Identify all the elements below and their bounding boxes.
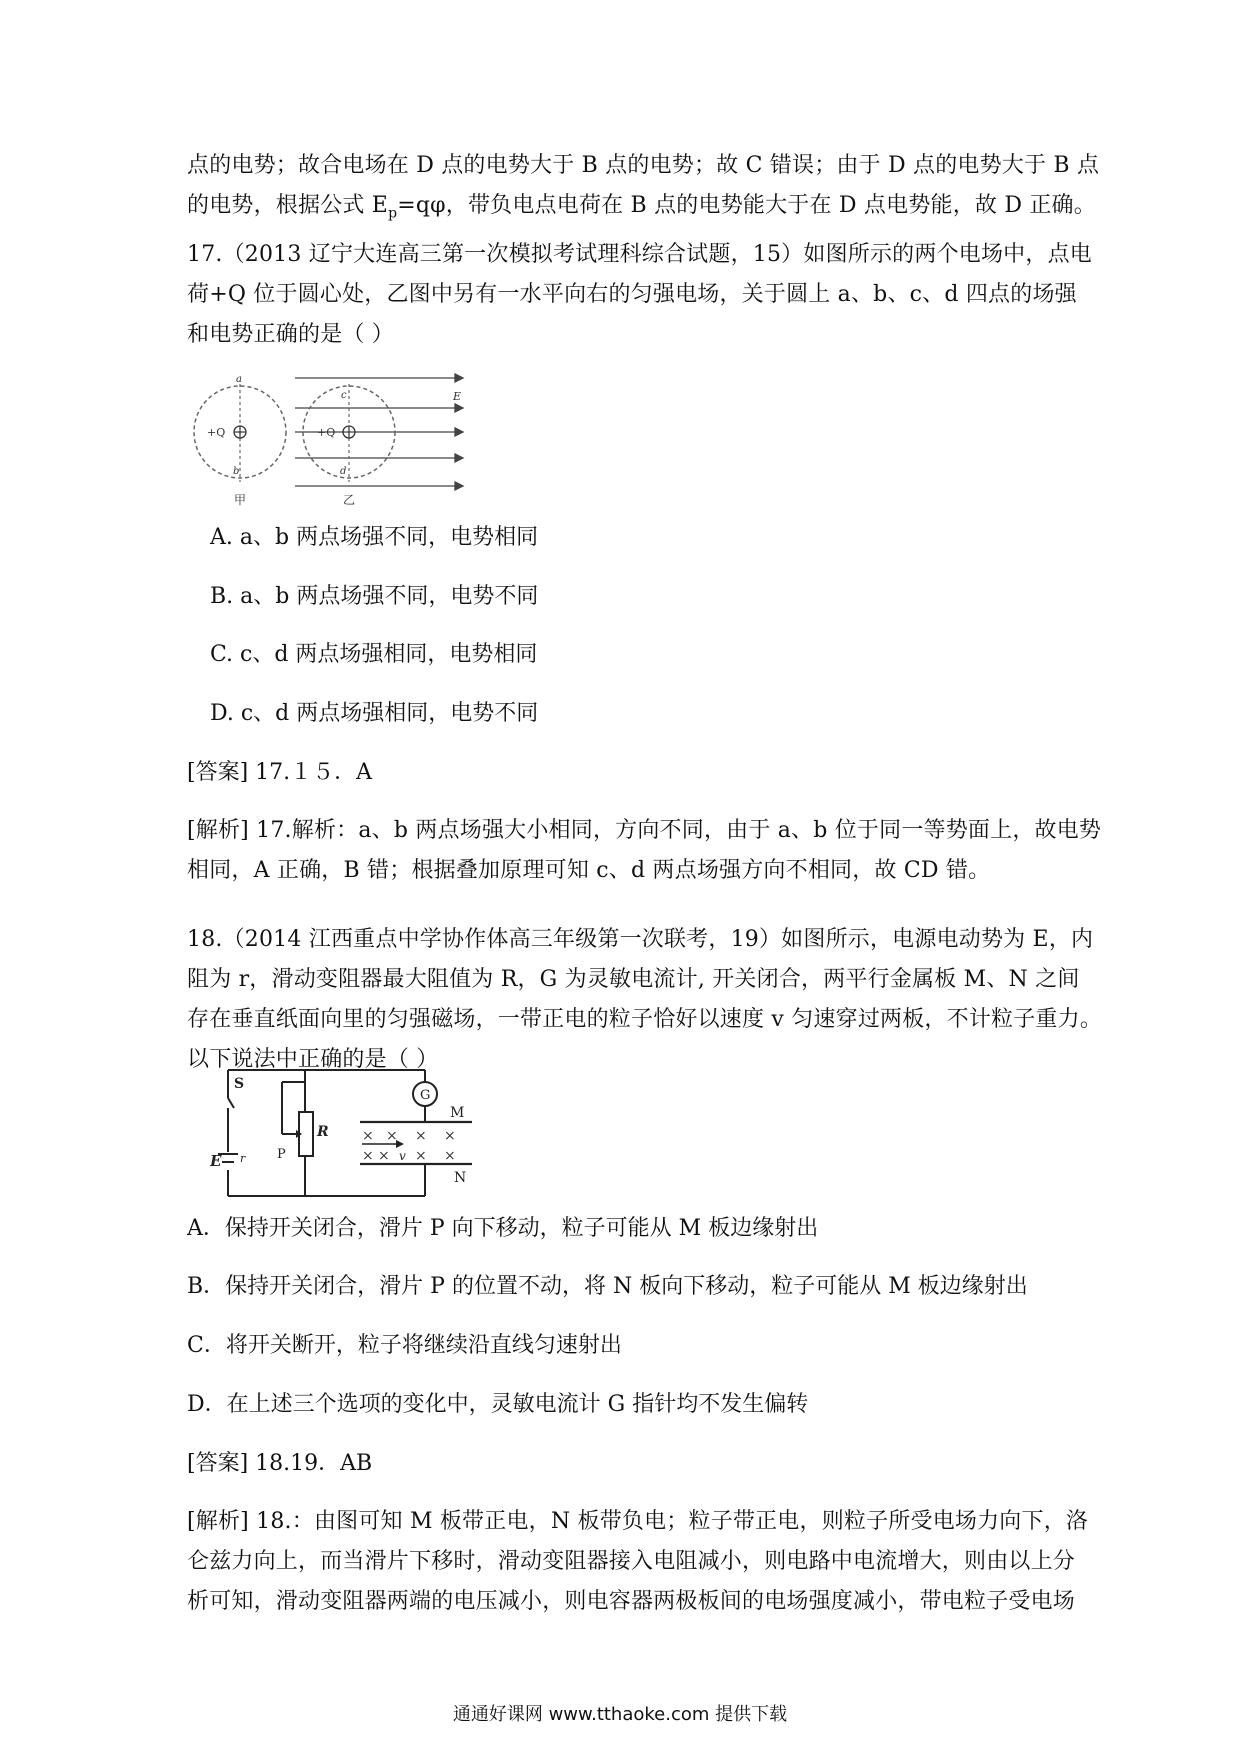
label-jia: 甲 bbox=[234, 493, 247, 507]
svg-text:×: × bbox=[378, 1148, 390, 1164]
text-fragment: =qφ，带负电点电荷在 B 点的电势能大于在 D 点电势能，故 D 正确。 bbox=[397, 193, 1096, 218]
q18-option-b: B．保持开关闭合，滑片 P 的位置不动，将 N 板向下移动，粒子可能从 M 板边缘射出 bbox=[187, 1274, 1028, 1299]
q18-option-d: D．在上述三个选项的变化中，灵敏电流计 G 指针均不发生偏转 bbox=[187, 1392, 809, 1417]
label-v: v bbox=[399, 1149, 406, 1163]
label-P: P bbox=[277, 1147, 286, 1162]
label-a: a bbox=[236, 374, 242, 385]
text-line: 仑兹力向上，而当滑片下移时，滑动变阻器接入电阻减小，则电路中电流增大，则由以上分 bbox=[187, 1549, 1076, 1574]
q18-answer: [答案] 18.19．AB bbox=[187, 1451, 373, 1476]
text-line: 18.（2014 江西重点中学协作体高三年级第一次联考，19）如图所示，电源电动势为 E，内 bbox=[187, 927, 1094, 952]
text-line: 阻为 r，滑动变阻器最大阻值为 R，G 为灵敏电流计, 开关闭合，两平行金属板 M、N 之间 bbox=[187, 967, 1080, 992]
svg-text:×: × bbox=[362, 1128, 374, 1144]
q17-option-a: A. a、b 两点场强不同，电势相同 bbox=[210, 525, 539, 550]
label-charge-yi: +Q bbox=[317, 426, 336, 439]
q18-stem bbox=[187, 920, 1103, 1080]
q18-analysis bbox=[187, 1502, 1089, 1622]
label-yi: 乙 bbox=[343, 493, 356, 507]
label-G: G bbox=[420, 1088, 431, 1103]
svg-text:×: × bbox=[415, 1148, 427, 1164]
text-line: 相同，A 正确，B 错；根据叠加原理可知 c、d 两点场强方向不相同，故 CD 错。 bbox=[187, 858, 991, 883]
text-line: 以下说法中正确的是（ ） bbox=[187, 1047, 439, 1072]
text-line: [解析] 18.：由图可知 M 板带正电，N 板带负电；粒子带正电，则粒子所受电场力向下，洛 bbox=[187, 1509, 1089, 1534]
svg-text:×: × bbox=[362, 1148, 374, 1164]
q18-option-a: A．保持开关闭合，滑片 P 向下移动，粒子可能从 M 板边缘射出 bbox=[187, 1216, 819, 1241]
svg-text:×: × bbox=[415, 1128, 427, 1144]
magnetic-field-crosses bbox=[362, 1128, 456, 1164]
text-line: 析可知，滑动变阻器两端的电压减小，则电容器两极板间的电场强度减小，带电粒子受电场 bbox=[187, 1589, 1076, 1614]
q17-option-d: D. c、d 两点场强相同，电势不同 bbox=[210, 701, 539, 726]
text-line: 存在垂直纸面向里的匀强磁场，一带正电的粒子恰好以速度 v 匀速穿过两板，不计粒子重力。 bbox=[187, 1007, 1103, 1032]
label-E-source: E bbox=[210, 1152, 222, 1170]
label-r: r bbox=[240, 1152, 246, 1165]
label-d: d bbox=[340, 466, 347, 477]
q17-analysis bbox=[187, 811, 1102, 891]
label-E: E bbox=[453, 390, 462, 403]
continuation-paragraph bbox=[187, 146, 1100, 233]
subscript: p bbox=[388, 205, 398, 222]
q18-option-c: C．将开关断开，粒子将继续沿直线匀速射出 bbox=[187, 1333, 622, 1358]
svg-text:×: × bbox=[444, 1148, 456, 1164]
text-line bbox=[187, 186, 1096, 233]
q18-circuit-figure bbox=[210, 1058, 500, 1208]
q17-stem bbox=[187, 235, 1092, 355]
svg-text:×: × bbox=[444, 1128, 456, 1144]
text-line: 和电势正确的是（ ） bbox=[187, 322, 394, 347]
label-R: R bbox=[317, 1124, 329, 1140]
q17-answer: [答案] 17.１５．A bbox=[187, 760, 373, 785]
text-fragment: 的电势，根据公式 E bbox=[187, 193, 389, 218]
text-line: 17.（2013 辽宁大连高三第一次模拟考试理科综合试题，15）如图所示的两个电场中，点电 bbox=[187, 242, 1092, 267]
text-line: [解析] 17.解析：a、b 两点场强大小相同，方向不同，由于 a、b 位于同一等势面上，故电势 bbox=[187, 818, 1102, 843]
text-line: 荷+Q 位于圆心处，乙图中另有一水平向右的匀强电场，关于圆上 a、b、c、d 四点的场强 bbox=[187, 282, 1077, 307]
label-S: S bbox=[234, 1076, 245, 1092]
label-charge-jia: +Q bbox=[207, 426, 226, 439]
label-M: M bbox=[450, 1105, 465, 1121]
text-line: 点的电势；故合电场在 D 点的电势大于 B 点的电势；故 C 错误；由于 D 点的电势大于 B 点 bbox=[187, 153, 1100, 178]
label-N: N bbox=[454, 1170, 467, 1186]
svg-text:×: × bbox=[386, 1128, 398, 1144]
q17-figure bbox=[185, 370, 465, 510]
page-footer: 通通好课网 www.tthaoke.com 提供下载 bbox=[452, 1704, 788, 1725]
label-c: c bbox=[341, 390, 347, 401]
label-b: b bbox=[233, 466, 240, 477]
q17-option-b: B. a、b 两点场强不同，电势不同 bbox=[210, 584, 539, 609]
q17-option-c: C. c、d 两点场强相同，电势相同 bbox=[210, 642, 538, 667]
